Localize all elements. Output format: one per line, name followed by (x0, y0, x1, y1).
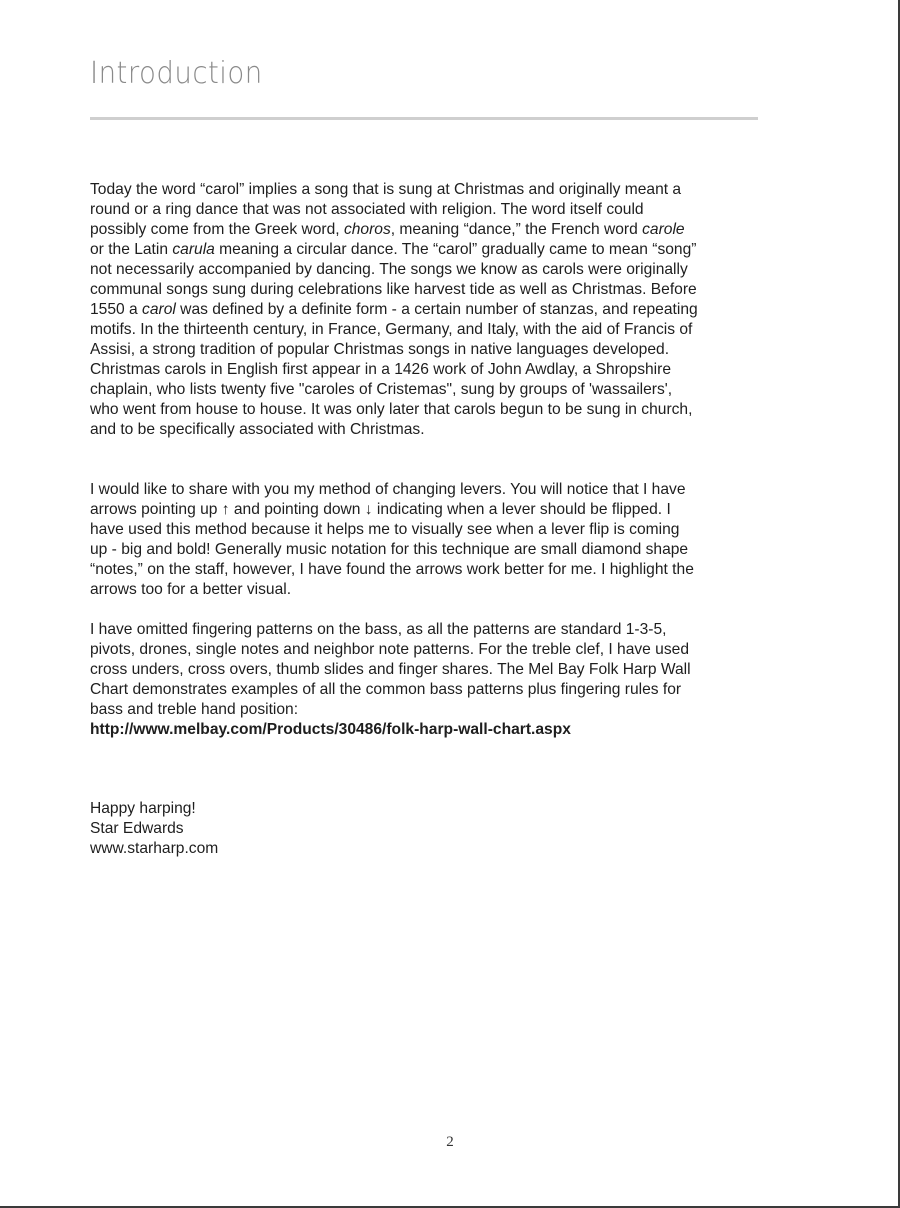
text-line: cross unders, cross overs, thumb slides and finger shares. The Mel Bay Folk Harp Wall (90, 661, 691, 678)
page-number: 2 (446, 1134, 454, 1150)
paragraph-fingering (90, 620, 780, 720)
text-line: Assisi, a strong tradition of popular Christmas songs in native languages developed. (90, 341, 670, 358)
text-line: possibly come from the Greek word, choros, meaning “dance,” the French word carole (90, 221, 685, 238)
text-line: I have omitted fingering patterns on the bass, as all the patterns are standard 1-3-5, (90, 621, 667, 638)
text-line: pivots, drones, single notes and neighbor note patterns. For the treble clef, I have used (90, 641, 689, 658)
text-line: communal songs sung during celebrations like harvest tide as well as Christmas. Before (90, 281, 697, 298)
text-line: arrows pointing up ↑ and pointing down ↓ indicating when a lever should be flipped. I (90, 501, 671, 518)
signoff-greeting: Happy harping! (90, 800, 196, 817)
signoff-author: Star Edwards (90, 820, 184, 837)
text-line: have used this method because it helps me to visually see when a lever flip is coming (90, 521, 680, 538)
text-line: Today the word “carol” implies a song that is sung at Christmas and originally meant a (90, 181, 682, 198)
text-line: Christmas carols in English first appear in a 1426 work of John Awdlay, a Shropshire (90, 361, 672, 378)
text-line: 1550 a carol was defined by a definite form - a certain number of stanzas, and repeating (90, 301, 698, 318)
text-line: motifs. In the thirteenth century, in France, Germany, and Italy, with the aid of Francis of (90, 321, 693, 338)
text-line: or the Latin carula meaning a circular dance. The “carol” gradually came to mean “song” (90, 241, 697, 258)
text-line: chaplain, who lists twenty five "caroles of Cristemas", sung by groups of 'wassailers', (90, 381, 673, 398)
signoff-website: www.starharp.com (90, 840, 219, 857)
page-title: Introduction (90, 56, 263, 91)
signoff (90, 799, 218, 859)
text-line: round or a ring dance that was not associated with religion. The word itself could (90, 201, 644, 218)
text-line: I would like to share with you my method of changing levers. You will notice that I have (90, 481, 686, 498)
text-line: up - big and bold! Generally music notation for this technique are small diamond shape (90, 541, 689, 558)
text-line: and to be specifically associated with Christmas. (90, 421, 425, 438)
text-line: arrows too for a better visual. (90, 581, 292, 598)
wall-chart-link[interactable]: http://www.melbay.com/Products/30486/folk-harp-wall-chart.aspx (90, 721, 571, 738)
paragraph-carol-history (90, 180, 780, 440)
text-line: Chart demonstrates examples of all the common bass patterns plus fingering rules for (90, 681, 682, 698)
text-line: “notes,” on the staff, however, I have found the arrows work better for me. I highlight the (90, 561, 694, 578)
title-divider (90, 117, 758, 120)
text-line: not necessarily accompanied by dancing. The songs we know as carols were originally (90, 261, 688, 278)
paragraph-lever-method (90, 480, 780, 600)
text-line: bass and treble hand position: (90, 701, 299, 718)
text-line: who went from house to house. It was only later that carols begun to be sung in church, (90, 401, 693, 418)
